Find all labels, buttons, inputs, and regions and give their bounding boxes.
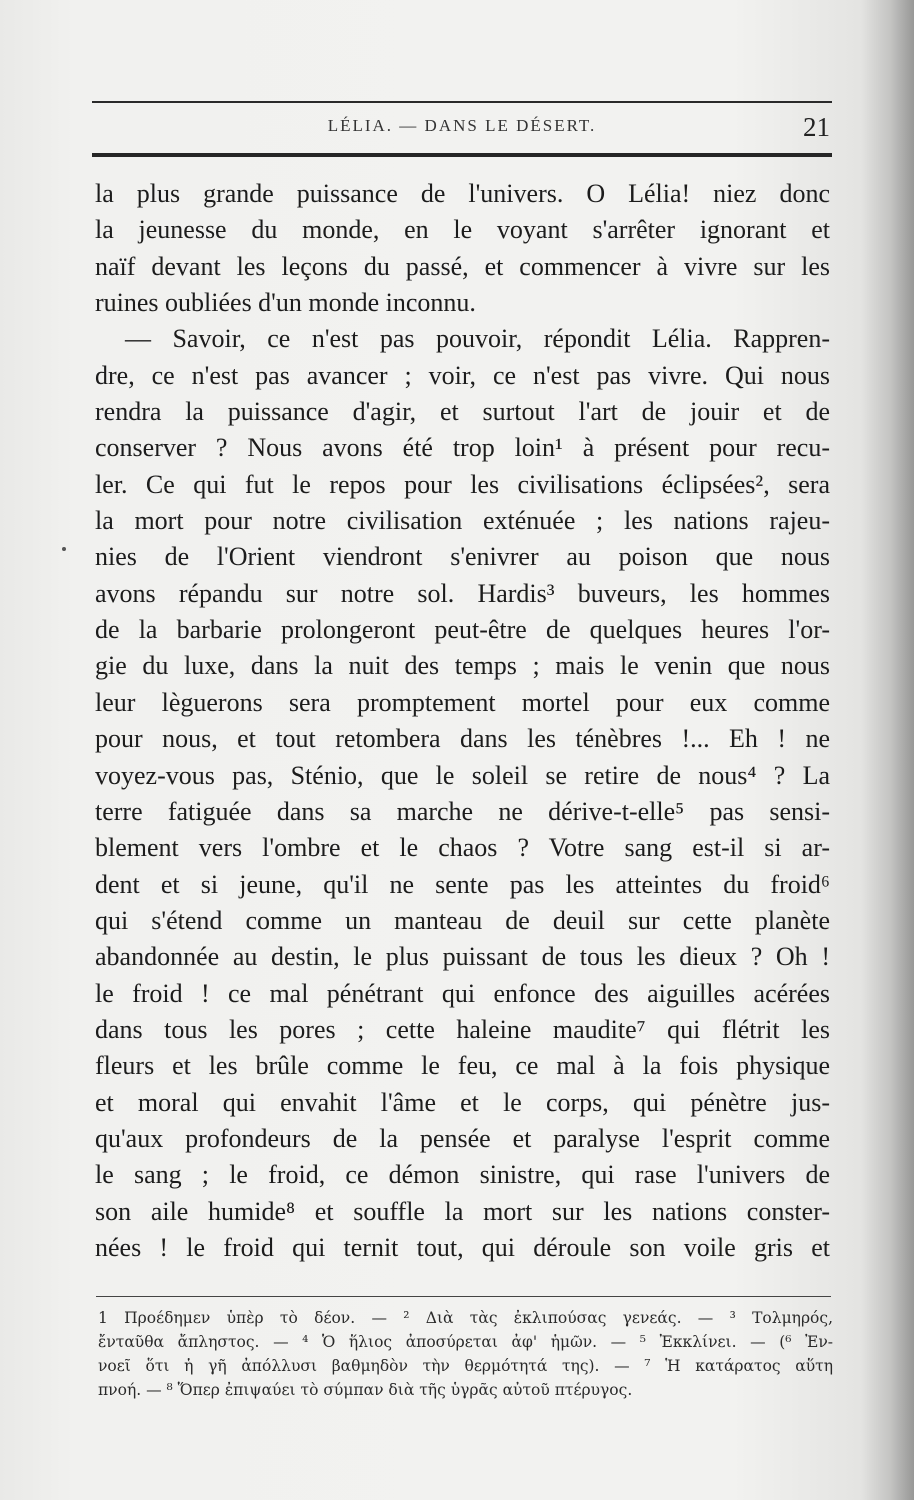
running-title: LÉLIA. — DANS LE DÉSERT. <box>327 116 597 135</box>
running-head <box>92 112 832 144</box>
body-line: pour nous, et tout retombera dans les ténèbres !... Eh ! ne <box>95 724 830 754</box>
body-line: nées ! le froid qui ternit tout, qui déroule son voile gris et <box>95 1232 830 1262</box>
body-line: son aile humide⁸ et souffle la mort sur les nations conster- <box>95 1196 830 1226</box>
body-line: terre fatiguée dans sa marche ne dérive-t-elle⁵ pas sensi- <box>95 796 830 826</box>
body-line: abandonnée au destin, le plus puissant de tous les dieux ? Oh ! <box>95 942 830 972</box>
body-line: voyez-vous pas, Sténio, que le soleil se retire de nous⁴ ? La <box>95 760 830 790</box>
body-line: le sang ; le froid, ce démon sinistre, qui rase l'univers de <box>95 1160 830 1190</box>
header-bottom-rule <box>92 153 832 157</box>
body-line: la plus grande puissance de l'univers. O Lélia! niez donc <box>95 179 830 208</box>
body-line: blement vers l'ombre et le chaos ? Votre sang est-il si ar- <box>95 833 830 863</box>
footnotes <box>98 1306 833 1402</box>
body-line: dre, ce n'est pas avancer ; voir, ce n'est pas vivre. Qui nous <box>95 360 830 390</box>
body-line: qui s'étend comme un manteau de deuil sur cette planète <box>95 905 830 935</box>
header-top-rule <box>92 101 832 103</box>
margin-speck <box>62 547 66 551</box>
footnote-line: νοεῖ ὅτι ἡ γῆ ἀπόλλυσι βαθμηδὸν τὴν θερμότητά της). — ⁷ Ἡ κατάρατος αὕτη <box>98 1357 833 1375</box>
body-line: naïf devant les leçons du passé, et commencer à vivre sur les <box>95 251 830 281</box>
body-line: leur lèguerons sera promptement mortel pour eux comme <box>95 687 830 717</box>
footnote-line: ἔνταῦθα ἄπληστος. — ⁴ Ὁ ἥλιος ἀποσύρεται ἀφ' ἡμῶν. — ⁵ Ἐκκλίνει. — (⁶ Ἐν- <box>98 1333 833 1351</box>
body-line: nies de l'Orient viendront s'enivrer au poison que nous <box>95 542 830 572</box>
body-line: — Savoir, ce n'est pas pouvoir, répondit Lélia. Rappren- <box>125 324 830 354</box>
body-line: qu'aux profondeurs de la pensée et paralyse l'esprit comme <box>95 1123 830 1153</box>
footnote-line: πνοή. — ⁸ Ὅπερ ἐπιψαύει τὸ σύμπαν διὰ τῆς ὑγρᾶς αὐτοῦ πτέρυγος. <box>98 1381 633 1399</box>
body-text <box>95 176 830 1266</box>
body-line: rendra la puissance d'agir, et surtout l'art de jouir et de <box>95 397 830 427</box>
body-line: dent et si jeune, qu'il ne sente pas les atteintes du froid⁶ <box>95 869 830 899</box>
body-line: le froid ! ce mal pénétrant qui enfonce des aiguilles acérées <box>95 978 830 1008</box>
body-line: ruines oubliées d'un monde inconnu. <box>95 288 476 318</box>
body-line: la jeunesse du monde, en le voyant s'arrêter ignorant et <box>95 215 830 245</box>
body-line: et moral qui envahit l'âme et le corps, qui pénètre jus- <box>95 1087 830 1117</box>
body-line: fleurs et les brûle comme le feu, ce mal à la fois physique <box>95 1051 830 1081</box>
body-line: avons répandu sur notre sol. Hardis³ buveurs, les hommes <box>95 578 830 608</box>
body-line: ler. Ce qui fut le repos pour les civilisations éclipsées², sera <box>95 469 830 499</box>
body-line: gie du luxe, dans la nuit des temps ; mais le venin que nous <box>95 651 830 681</box>
body-line: conserver ? Nous avons été trop loin¹ à présent pour recu- <box>95 433 830 463</box>
body-line: la mort pour notre civilisation exténuée ; les nations rajeu- <box>95 506 830 536</box>
footnote-rule <box>96 1296 831 1297</box>
body-line: dans tous les pores ; cette haleine maudite⁷ qui flétrit les <box>95 1014 830 1044</box>
page-edge-shadow <box>862 0 914 1500</box>
page-number: 21 <box>803 112 830 142</box>
body-line: de la barbarie prolongeront peut-être de quelques heures l'or- <box>95 615 830 645</box>
footnote-line: 1 Προέδημεν ὑπὲρ τὸ δέον. — ² Διὰ τὰς ἐκλιπούσας γενεάς. — ³ Τολμηρός, <box>98 1309 833 1327</box>
